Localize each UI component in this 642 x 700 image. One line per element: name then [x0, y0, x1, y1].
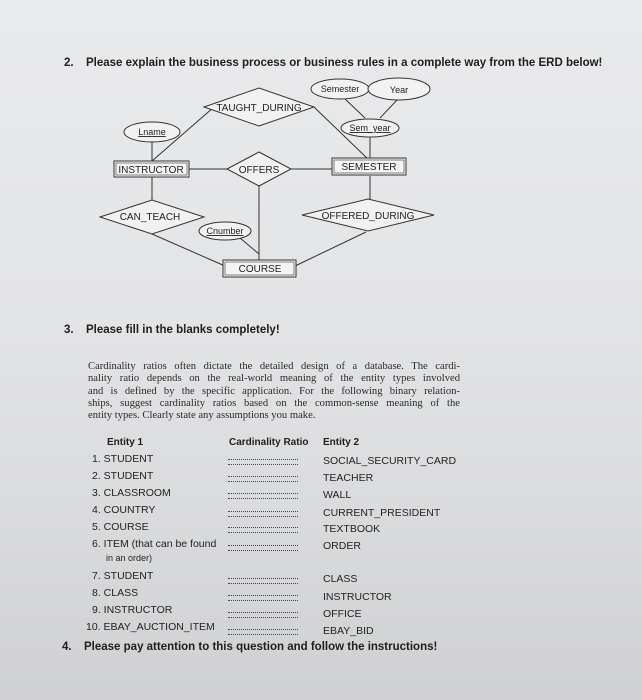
attribute-cnumber	[199, 222, 251, 240]
row-6-entity2: ORDER	[323, 540, 361, 552]
question-3-number: 3.	[64, 324, 74, 336]
row-2-entity2: TEACHER	[323, 472, 374, 484]
row-10-entity1: 10. EBAY_AUCTION_ITEM	[86, 621, 215, 633]
row-4-ratio-blank[interactable]	[228, 511, 298, 517]
question-3	[64, 324, 280, 336]
sem-year-attr-label: Sem_year	[349, 123, 391, 133]
row-6-entity1: 6. ITEM (that can be found	[92, 538, 217, 550]
row-3-entity1: 3. CLASSROOM	[92, 487, 171, 499]
entity-course	[223, 260, 296, 277]
lname-attr-label: Lname	[138, 127, 166, 137]
header-cardinality-ratio: Cardinality Ratio	[229, 437, 309, 448]
attribute-semester	[311, 79, 369, 99]
row-7-ratio-blank[interactable]	[228, 578, 298, 584]
row-10-entity2: EBAY_BID	[323, 625, 374, 637]
row-6-entity1-continued: in an order)	[106, 553, 153, 563]
erd-diagram	[0, 0, 642, 300]
row-3-ratio-blank[interactable]	[228, 493, 298, 499]
relationship-can-teach	[100, 200, 204, 234]
row-2-entity1: 2. STUDENT	[92, 470, 154, 482]
entity-instructor	[114, 161, 189, 177]
row-3-entity2: WALL	[323, 489, 352, 501]
header-entity-1: Entity 1	[107, 437, 144, 448]
row-9-ratio-blank[interactable]	[228, 612, 298, 618]
relationship-offers	[227, 152, 291, 186]
row-4-entity2: CURRENT_PRESIDENT	[323, 507, 441, 519]
year-attr-label: Year	[389, 85, 409, 95]
can-teach-label: CAN_TEACH	[119, 212, 181, 223]
attribute-sem-year	[341, 119, 399, 137]
paragraph-line: ships, suggest cardinality ratios based on the common-sense meaning of the	[88, 397, 460, 409]
offers-label: OFFERS	[238, 165, 280, 176]
row-1-entity2: SOCIAL_SECURITY_CARD	[323, 455, 457, 467]
row-2-ratio-blank[interactable]	[228, 476, 298, 482]
row-5-ratio-blank[interactable]	[228, 527, 298, 533]
row-5-entity1: 5. COURSE	[92, 521, 149, 533]
row-1-entity1: 1. STUDENT	[92, 453, 154, 465]
entity-semester	[332, 158, 406, 175]
row-8-entity2: INSTRUCTOR	[323, 591, 392, 603]
cnumber-attr-label: Cnumber	[206, 226, 244, 236]
semester-label: SEMESTER	[341, 162, 397, 173]
row-4-entity1: 4. COUNTRY	[92, 504, 156, 516]
row-8-entity1: 8. CLASS	[92, 587, 139, 599]
paragraph-line: entity types. Clearly state any assumptions you make.	[88, 410, 316, 422]
row-1-ratio-blank[interactable]	[228, 459, 298, 465]
relationship-offered-during	[302, 199, 434, 231]
question-2-number: 2.	[64, 57, 74, 69]
question-2-text: Please explain the business process or business rules in a complete way from the ERD below!	[86, 57, 603, 69]
row-10-ratio-blank[interactable]	[228, 629, 298, 635]
semester-attr-label: Semester	[320, 84, 360, 94]
paragraph-line: and is defined by the specific application. For the following binary relation-	[88, 385, 460, 397]
row-7-entity2: CLASS	[323, 573, 358, 585]
question-4	[62, 641, 437, 653]
course-label: COURSE	[238, 264, 282, 275]
question-3-text: Please fill in the blanks completely!	[86, 324, 280, 336]
offered-during-label: OFFERED_DURING	[321, 211, 415, 222]
row-8-ratio-blank[interactable]	[228, 595, 298, 601]
relationship-taught-during	[204, 88, 314, 126]
question-4-text: Please pay attention to this question and follow the instructions!	[84, 641, 438, 653]
row-6-ratio-blank[interactable]	[228, 545, 298, 551]
attribute-lname	[124, 122, 180, 142]
header-entity-2: Entity 2	[323, 437, 360, 448]
instructions-paragraph	[88, 361, 460, 422]
row-9-entity1: 9. INSTRUCTOR	[92, 604, 173, 616]
row-9-entity2: OFFICE	[323, 608, 362, 620]
attribute-year	[368, 78, 430, 100]
row-5-entity2: TEXTBOOK	[323, 523, 381, 535]
paragraph-line: nality ratio depends on the real-world meaning of the entity types involved	[88, 373, 460, 385]
instructor-label: INSTRUCTOR	[118, 165, 184, 176]
taught-during-label: TAUGHT_DURING	[216, 103, 302, 114]
question-4-number: 4.	[62, 641, 72, 653]
row-7-entity1: 7. STUDENT	[92, 570, 154, 582]
paragraph-line: Cardinality ratios often dictate the detailed design of a database. The cardi-	[88, 361, 460, 372]
